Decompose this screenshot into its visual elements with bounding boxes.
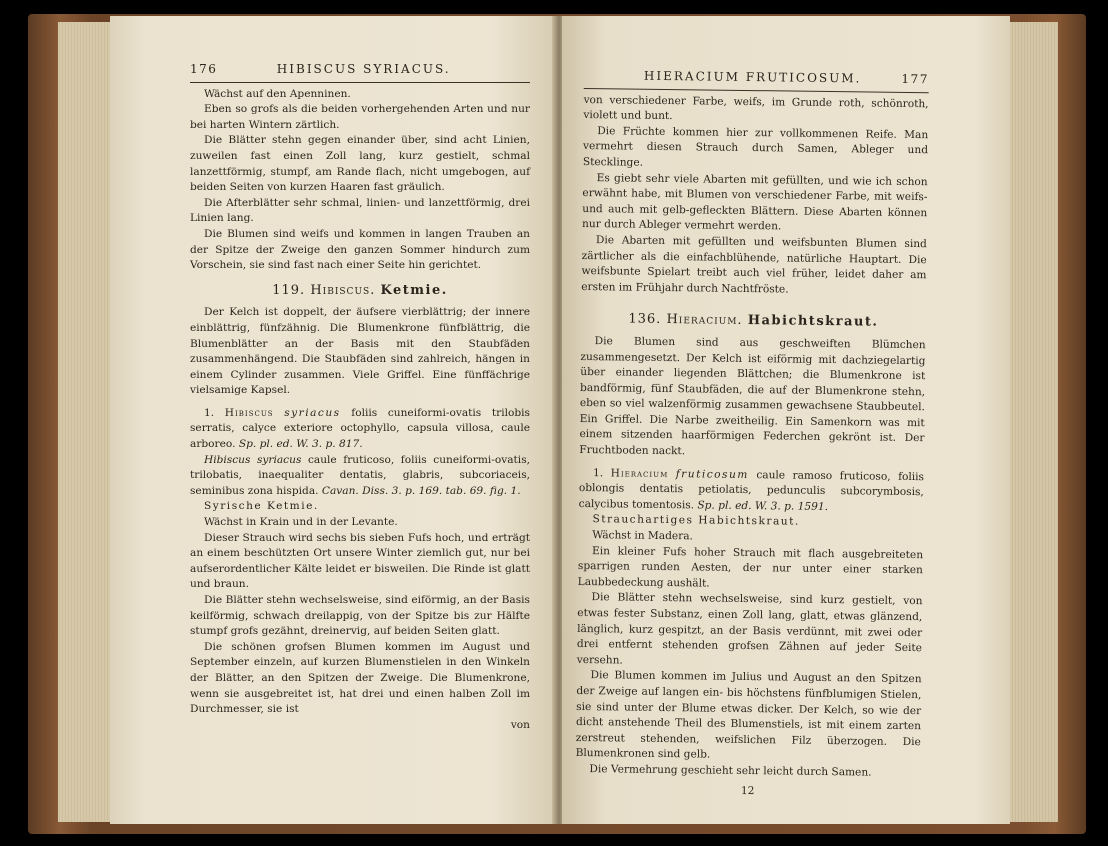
page-edges-right bbox=[1008, 22, 1058, 822]
synonym-entry bbox=[190, 453, 530, 500]
right-running-head bbox=[584, 68, 929, 93]
common-name: Syrische Ketmie. bbox=[204, 500, 319, 513]
paragraph: Die schönen grofsen Blumen kommen im August und September einzeln, auf kurzen Blumenstielen in den Winkeln der Blätter, an den Spitzen der Zweige. Die Blumenkrone, wenn sie ausgebreitet ist, hat drei und einen halben Zoll im Durchmesser, sie ist bbox=[190, 640, 530, 716]
right-page-text bbox=[575, 68, 929, 801]
paragraph: Die Blumen kommen im Julius und August an den Spitzen der Zweige auf langen ein- bis höchstens fünfblumigen Stielen, sie sind unter der Blume etwas dicker. Der Kelch, so wie der dicht anstehende Theil des Blumenstiels, ist mit einem zarten zerstreut stehenden, weifslichen Filz überzogen. Die Blumenkronen sind gelb. bbox=[575, 669, 922, 761]
right-running-title: HIERACIUM FRUTICOSUM. bbox=[643, 68, 862, 86]
species-diagnosis: caule ramoso fruticoso, foliis oblongis dentatis petiolatis, pedunculis subcorymbosis, calycibus tomentosis. bbox=[578, 468, 925, 512]
paragraph: von verschiedener Farbe, weifs, im Grunde roth, schönroth, violett und bunt. bbox=[583, 93, 929, 123]
genus-description: Die Blumen sind aus geschweiften Blümchen zusammengesetzt. Der Kelch ist eiförmig mit dachziegelartig über einander liegenden Blättchen; die Blumenkrone ist bandförmig, fünf Staubfäden, die auf der Blumenkrone stehn, eben so viel walzenförmig zusammen gewachsene Staubbeutel. Ein Griffel. Die Narbe zweitheilig. Ein Samenkorn was mit einem sitzenden haarförmigen Federchen gekrönt ist. Der Fruchtboden nackt. bbox=[579, 335, 926, 458]
synonym-name: Hibiscus syriacus bbox=[204, 453, 302, 466]
paragraph: Ein kleiner Fufs hoher Strauch mit flach ausgebreiteten sparrigen runden Aesten, der nur unter einer starken Laubbedeckung aushält. bbox=[577, 544, 924, 590]
paragraph: Wächst in Madera. bbox=[592, 529, 693, 543]
paragraph: Die Blätter stehn gegen einander über, sind acht Linien, zuweilen fast einen Zoll lang, kurz gestielt, schmal lanzettförmig, stumpf, am Rande flach, nicht umgebogen, auf beiden Seiten von kurzen Haaren fast gräulich. bbox=[190, 134, 530, 194]
paragraph: Die Blätter stehn wechselsweise, sind eiförmig, an der Basis keilförmig, schwach dreilappig, von der Spitze bis zur Hälfte stumpf grofs gezähnt, dreinervig, auf beiden Seiten glatt. bbox=[190, 594, 530, 638]
paragraph: Wächst auf den Apenninen. bbox=[204, 87, 351, 100]
page-edges-left bbox=[58, 22, 118, 822]
paragraph: Die Blätter stehn wechselsweise, sind kurz gestielt, von etwas fester Substanz, einen Zoll lang, glatt, etwas glänzend, länglich, kurz gespitzt, an der Basis verdünnt, mit zwei oder drei entfernt stehenden grofsen Zähnen auf jeder Seite versehn. bbox=[576, 591, 923, 667]
species-reference: Sp. pl. ed. W. 3. p. 1591. bbox=[697, 499, 829, 513]
paragraph: Die Früchte kommen hier zur vollkommenen Reife. Man vermehrt diesen Strauch durch Samen, Ableger und Stecklinge. bbox=[582, 124, 929, 169]
paragraph: Dieser Strauch wird sechs bis sieben Fufs hoch, und erträgt an einem beschützten Ort unsere Winter ziemlich gut, nur bei aufserordentlicher Kälte leidet er bisweilen. Die Rinde ist glatt und braun. bbox=[190, 531, 530, 591]
paragraph: Die Blumen sind weifs und kommen in langen Trauben an der Spitze der Zweige den ganzen Sommer hindurch zum Vorschein, sie sind fast nach einer Seite hin gerichtet. bbox=[190, 227, 530, 272]
paragraph: Die Afterblätter sehr schmal, linien- und lanzettförmig, drei Linien lang. bbox=[190, 196, 530, 225]
species-epithet: syriacus bbox=[284, 406, 341, 419]
species-genus: Hieracium bbox=[610, 467, 669, 480]
signature-mark: 12 bbox=[740, 784, 755, 797]
species-epithet: fruticosum bbox=[675, 467, 749, 481]
species-entry bbox=[579, 466, 925, 517]
section-genus: Hibiscus. bbox=[310, 282, 376, 298]
section-genus: Hieracium. bbox=[666, 312, 743, 329]
paragraph: Die Abarten mit gefüllten und weifsbunten Blumen sind zärtlicher als die einfachblühende, natürliche Hauptart. Die weifsbunte Spielart treibt auch viel früher, leidet daher am ersten im Frühjahr durch Nachtfröste. bbox=[581, 234, 927, 296]
right-page bbox=[562, 16, 1010, 824]
section-common-name: Ketmie. bbox=[380, 282, 448, 298]
section-heading bbox=[190, 283, 530, 299]
synonym-diagnosis: caule fruticoso, foliis cuneiformi-ovatis, trilobatis, inaequaliter dentatis, glabris, subcoriaceis, seminibus zona hispida. bbox=[190, 453, 530, 497]
paragraph: Die Vermehrung geschieht sehr leicht durch Samen. bbox=[589, 763, 872, 779]
left-page-text bbox=[190, 62, 530, 733]
species-diagnosis: foliis cuneiformi-ovatis trilobis serratis, calyce exteriore octophyllo, capsula villosa, caule arboreo. bbox=[190, 406, 530, 451]
catchword: von bbox=[510, 718, 530, 731]
section-number: 136. bbox=[628, 311, 662, 328]
left-running-head bbox=[190, 62, 530, 83]
paragraph: Wächst in Krain und in der Levante. bbox=[204, 516, 398, 529]
species-number: 1. bbox=[592, 466, 604, 479]
left-running-title: HIBISCUS SYRIACUS. bbox=[276, 62, 451, 76]
left-page-number: 176 bbox=[190, 62, 218, 76]
paragraph: Eben so grofs als die beiden vorhergehenden Arten und nur bei harten Wintern zärtlich. bbox=[190, 103, 530, 131]
left-page bbox=[110, 16, 558, 824]
genus-description: Der Kelch ist doppelt, der äufsere vierblättrig; der innere einblättrig, fünfzähnig. Die Blumenkrone fünfblättrig, die Blumenblätter an der Basis mit den Staubfäden zusammenhängend. Die Staubfäden sind zahlreich, hängen in einem Cylinder zusammen. Viele Griffel. Eine fünffächrige vielsamige Kapsel. bbox=[190, 306, 530, 397]
species-entry bbox=[190, 406, 530, 453]
right-page-number: 177 bbox=[901, 71, 929, 87]
species-genus: Hibiscus bbox=[224, 406, 274, 419]
paragraph: Es giebt sehr viele Abarten mit gefüllten, und wie ich schon erwähnt habe, mit Blumen von verschiedener Farbe, mit weifs- und auch mit gelb-gefleckten Blättern. Diese Abarten können nur durch Ableger vermehrt werden. bbox=[582, 171, 928, 233]
section-number: 119. bbox=[272, 282, 306, 298]
section-heading bbox=[581, 311, 926, 331]
synonym-reference: Cavan. Diss. 3. p. 169. tab. 69. fig. 1. bbox=[321, 484, 521, 497]
section-common-name: Habichtskraut. bbox=[747, 313, 879, 330]
species-reference: Sp. pl. ed. W. 3. p. 817. bbox=[238, 438, 363, 451]
common-name: Strauchartiges Habichtskraut. bbox=[592, 513, 800, 529]
species-number: 1. bbox=[204, 406, 215, 419]
